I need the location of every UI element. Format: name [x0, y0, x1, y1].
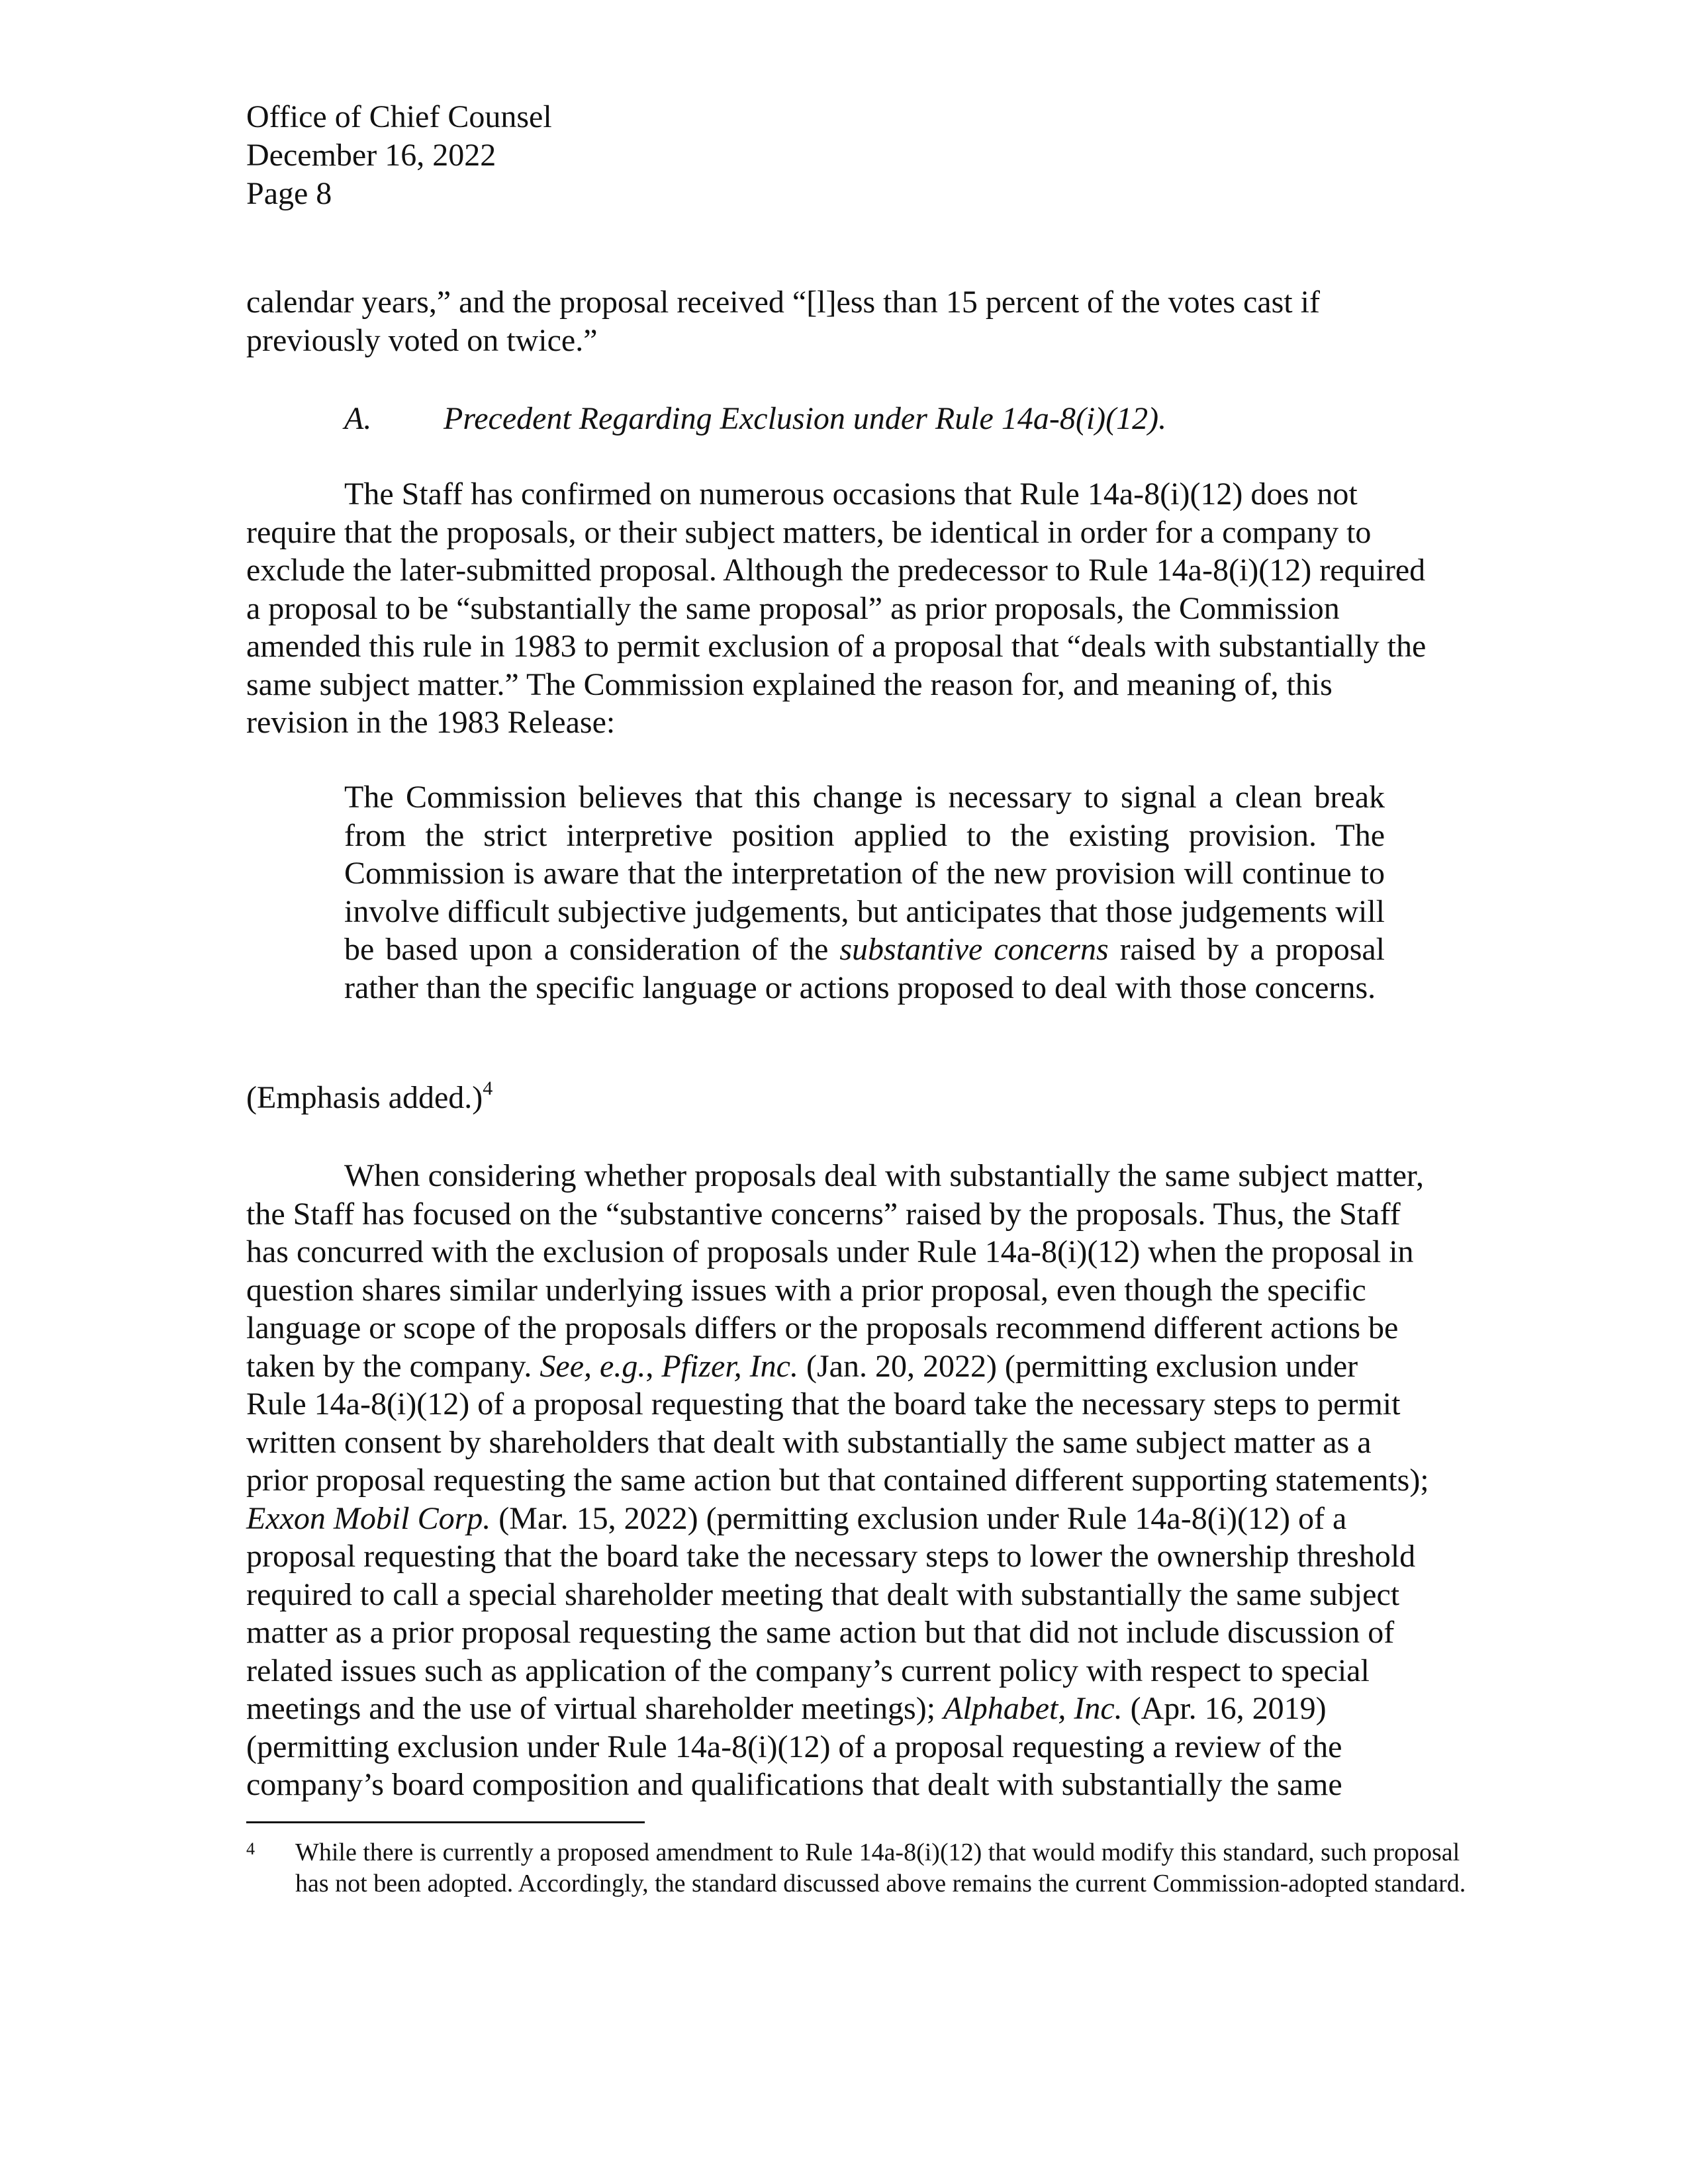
paragraph-line: company’s board composition and qualifications that dealt with substantially the same [246, 1767, 1342, 1802]
quote-emphasis: substantive concerns [839, 932, 1109, 967]
paragraph-line: required to call a special shareholder meeting that dealt with substantially the same subject [246, 1576, 1400, 1612]
letter-header [246, 98, 552, 213]
paragraph-line: matter as a prior proposal requesting the same action but that did not include discussion of [246, 1615, 1395, 1650]
paragraph-line: proposal requesting that the board take the necessary steps to lower the ownership threshold [246, 1539, 1416, 1574]
line-text: taken by the company. [246, 1348, 540, 1384]
line-text: (Apr. 16, 2019) [1122, 1691, 1327, 1726]
continuation-paragraph [246, 283, 1477, 359]
paragraph-line: revision in the 1983 Release: [246, 705, 616, 740]
paragraph-line [246, 1690, 1477, 1728]
paragraph-line: the Staff has focused on the “substantive concerns” raised by the proposals. Thus, the Staff [246, 1196, 1401, 1232]
section-title: Precedent Regarding Exclusion under Rule 14a-8(i)(12). [444, 401, 1167, 436]
paragraph-line: exclude the later-submitted proposal. Although the predecessor to Rule 14a-8(i)(12) required [246, 553, 1426, 588]
paragraph-line: When considering whether proposals deal with substantially the same subject matter, [344, 1158, 1424, 1193]
footnote-divider [246, 1821, 645, 1823]
paragraph-line: a proposal to be “substantially the same proposal” as prior proposals, the Commission [246, 590, 1340, 626]
paragraph-line: has concurred with the exclusion of proposals under Rule 14a-8(i)(12) when the proposal in [246, 1234, 1414, 1269]
citation-signal: See, e.g. [539, 1348, 646, 1384]
paragraph-line: calendar years,” and the proposal received “[l]ess than 15 percent of the votes cast if [246, 285, 1320, 320]
line-text: (Jan. 20, 2022) (permitting exclusion under [798, 1348, 1358, 1384]
section-heading [344, 400, 1166, 438]
quote-text: The Commission believes that this change is necessary to signal a clean break from the strict interpretive position applied to the existing provision. The Commission is aware that the interpretation of the new provision will continue to involve difficult subjective judgements, but anticipates that those judgements will be based upon a consideration of the [344, 780, 1385, 967]
case-name-pfizer: Pfizer, Inc. [661, 1348, 798, 1384]
paragraph-line: language or scope of the proposals differs or the proposals recommend different actions be [246, 1310, 1399, 1345]
line-text: meetings and the use of virtual shareholder meetings); [246, 1691, 944, 1726]
paragraph-staff-confirmed [246, 475, 1477, 742]
emphasis-text: (Emphasis added.) [246, 1080, 483, 1115]
paragraph-substantive-concerns [246, 1157, 1477, 1804]
quote-text-end: raised by a proposal rather than the specific language or actions proposed to deal with those concerns. [344, 932, 1385, 1005]
footnote-reference[interactable]: 4 [483, 1077, 493, 1099]
paragraph-line: Rule 14a-8(i)(12) of a proposal requesting that the board take the necessary steps to permit [246, 1387, 1401, 1422]
paragraph-line: The Staff has confirmed on numerous occasions that Rule 14a-8(i)(12) does not [344, 477, 1358, 512]
paragraph-line [246, 1347, 1477, 1386]
line-text: , [645, 1348, 662, 1384]
paragraph-line: same subject matter.” The Commission explained the reason for, and meaning of, this [246, 666, 1333, 702]
paragraph-line: require that the proposals, or their subject matters, be identical in order for a company to [246, 514, 1372, 550]
header-page-number: Page 8 [246, 176, 332, 211]
block-quote [344, 778, 1385, 1007]
paragraph-line: (permitting exclusion under Rule 14a-8(i)(12) of a proposal requesting a review of the [246, 1729, 1342, 1764]
section-number: A. [344, 401, 372, 436]
line-text: (Mar. 15, 2022) (permitting exclusion under Rule 14a-8(i)(12) of a [491, 1500, 1347, 1536]
paragraph-line [246, 1500, 1477, 1538]
header-date: December 16, 2022 [246, 138, 496, 173]
footnote-number: 4 [246, 1839, 255, 1858]
header-recipient: Office of Chief Counsel [246, 99, 552, 134]
paragraph-line: prior proposal requesting the same action but that contained different supporting statements); [246, 1463, 1429, 1498]
case-name-alphabet: Alphabet, Inc. [943, 1691, 1123, 1726]
paragraph-line: amended this rule in 1983 to permit exclusion of a proposal that “deals with substantially the [246, 629, 1427, 664]
paragraph-line: related issues such as application of the company’s current policy with respect to special [246, 1653, 1370, 1688]
paragraph-line: previously voted on twice.” [246, 322, 598, 358]
footnote-text: While there is currently a proposed amendment to Rule 14a-8(i)(12) that would modify this standard, such proposal has not been adopted. Accordingly, the standard discussed above remains the current Commission-adopted standard. [295, 1839, 1466, 1897]
paragraph-line: written consent by shareholders that dealt with substantially the same subject matter as a [246, 1424, 1372, 1460]
emphasis-note [246, 1079, 492, 1117]
case-name-exxon: Exxon Mobil Corp. [246, 1500, 491, 1536]
paragraph-line: question shares similar underlying issues with a prior proposal, even though the specific [246, 1272, 1366, 1308]
